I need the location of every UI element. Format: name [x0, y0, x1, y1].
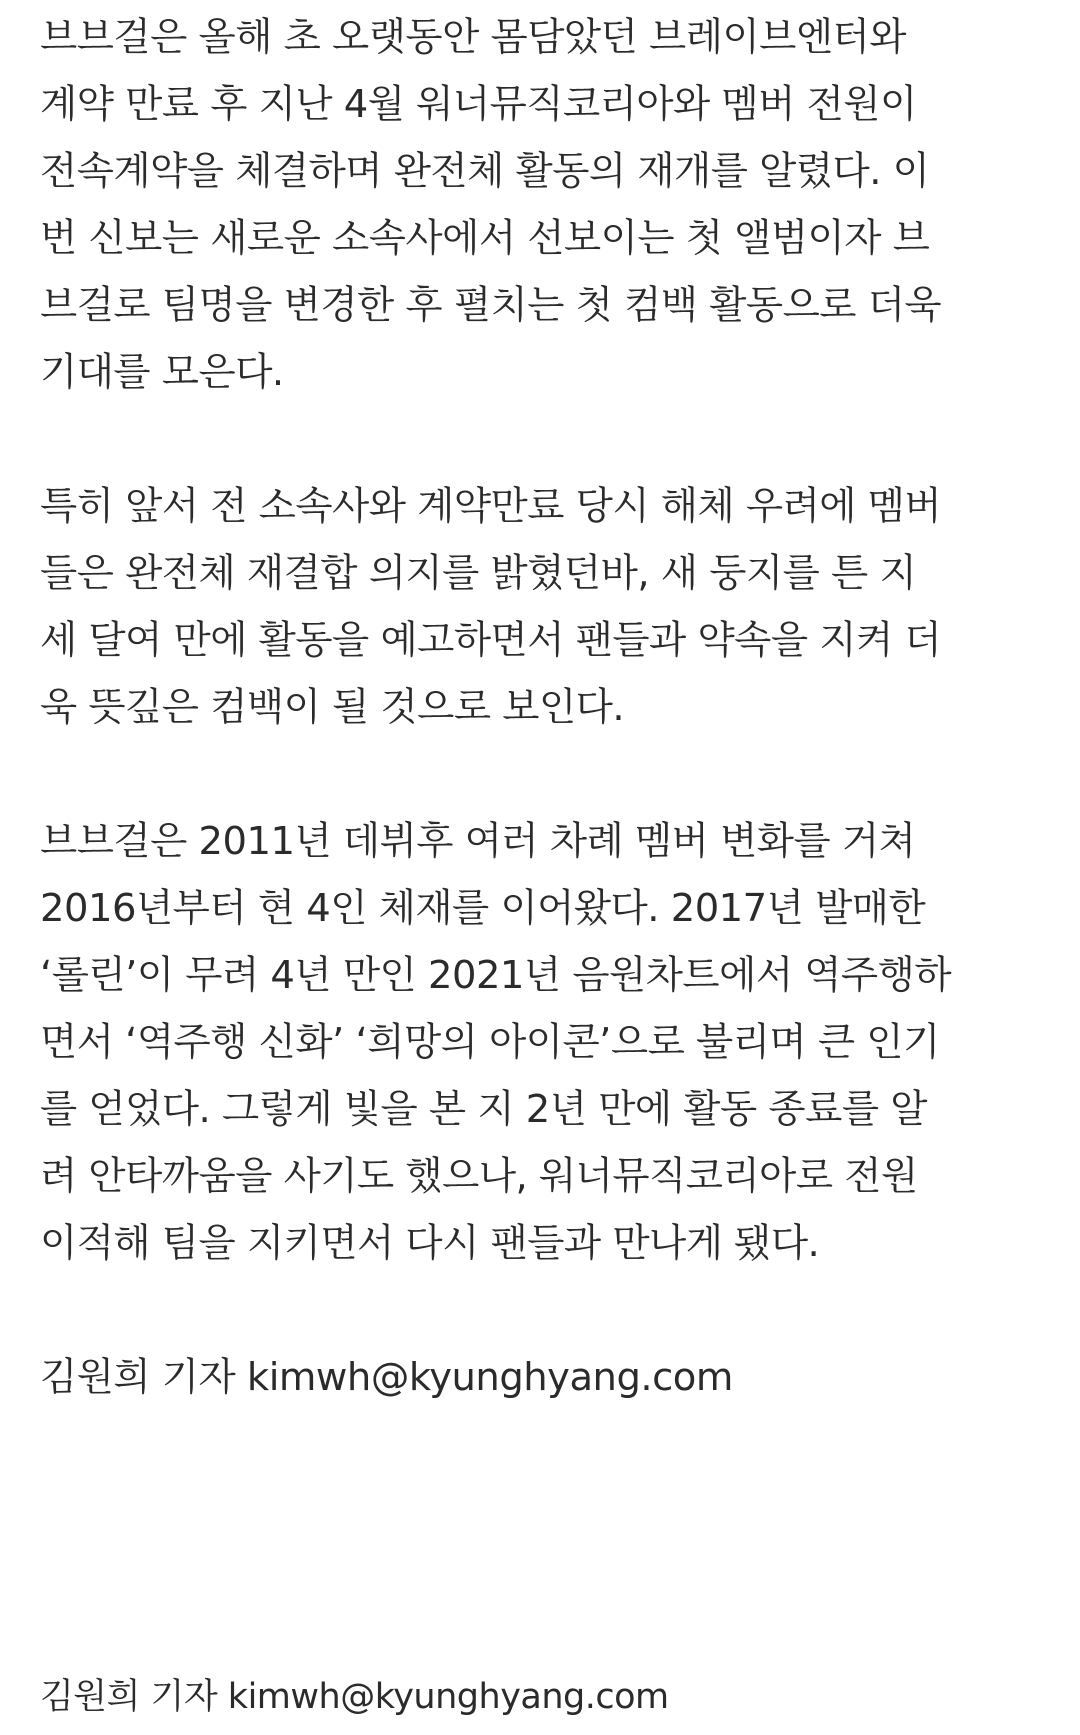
paragraph-line: 브브걸은 올해 초 오랫동안 몸담았던 브레이브엔터와 — [40, 15, 906, 60]
paragraph-line: 계약 만료 후 지난 4월 워너뮤직코리아와 멤버 전원이 — [40, 82, 917, 127]
paragraph-line: 특히 앞서 전 소속사와 계약만료 당시 해체 우려에 멤버 — [40, 484, 942, 529]
reporter-byline: 김원희 기자 kimwh@kyunghyang.com — [40, 1355, 733, 1400]
paragraph-line: 이적해 팀을 지키면서 다시 팬들과 만나게 됐다. — [40, 1221, 820, 1266]
article-paragraph-3 — [40, 808, 1050, 1277]
paragraph-line: 세 달여 만에 활동을 예고하면서 팬들과 약속을 지켜 더 — [40, 618, 942, 663]
paragraph-line: ‘롤린’이 무려 4년 만인 2021년 음원차트에서 역주행하 — [40, 953, 952, 998]
paragraph-line: 들은 완전체 재결합 의지를 밝혔던바, 새 둥지를 튼 지 — [40, 551, 917, 596]
paragraph-line: 브브걸은 2011년 데뷔후 여러 차례 멤버 변화를 거쳐 — [40, 819, 916, 864]
article-paragraph-1 — [40, 4, 1050, 406]
paragraph-line: 면서 ‘역주행 신화’ ‘희망의 아이콘’으로 불리며 큰 인기 — [40, 1020, 940, 1065]
paragraph-line: 전속계약을 체결하며 완전체 활동의 재개를 알렸다. 이 — [40, 149, 930, 194]
paragraph-line: 려 안타까움을 사기도 했으나, 워너뮤직코리아로 전원 — [40, 1154, 918, 1199]
article-paragraph-2 — [40, 473, 1050, 741]
paragraph-line: 번 신보는 새로운 소속사에서 선보이는 첫 앨범이자 브 — [40, 216, 930, 261]
article-body — [40, 4, 1050, 1411]
paragraph-line: 2016년부터 현 4인 체재를 이어왔다. 2017년 발매한 — [40, 886, 926, 931]
paragraph-line: 브걸로 팀명을 변경한 후 펼치는 첫 컴백 활동으로 더욱 — [40, 283, 942, 328]
paragraph-line: 기대를 모은다. — [40, 350, 284, 395]
reporter-byline-footer: 김원희 기자 kimwh@kyunghyang.com — [40, 1677, 669, 1717]
paragraph-line: 를 얻었다. 그렇게 빛을 본 지 2년 만에 활동 종료를 알 — [40, 1087, 927, 1132]
paragraph-line: 욱 뜻깊은 컴백이 될 것으로 보인다. — [40, 685, 625, 730]
